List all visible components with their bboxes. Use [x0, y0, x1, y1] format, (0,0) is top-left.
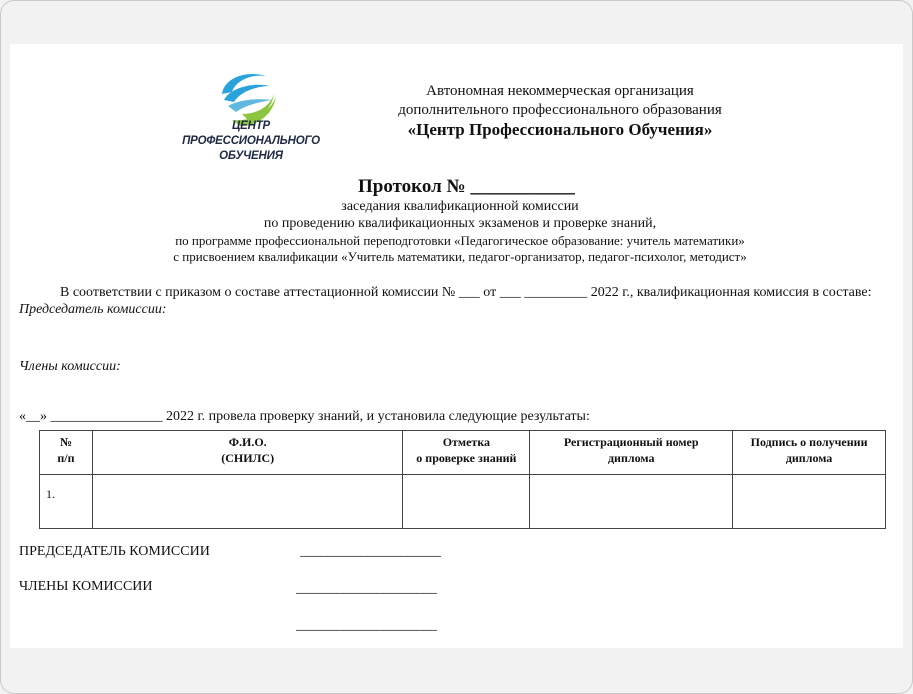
check-sentence: «__» ________________ 2022 г. провела проверку знаний, и установила следующие результаты: [19, 409, 590, 424]
members-signature-label: ЧЛЕНЫ КОМИССИИ [19, 579, 153, 594]
protocol-line2: по проведению квалификационных экзаменов и проверке знаний, [263, 216, 657, 231]
table-cell-signature [733, 475, 886, 529]
logo-text-line1: ЦЕНТР [231, 120, 271, 132]
protocol-qualification: с присвоением квалификации «Учитель математики, педагог-организатор, педагог-психолог, методист» [173, 249, 747, 264]
header-fio: Ф.И.О. (СНИЛС) [92, 431, 403, 475]
logo-text-line2: ПРОФЕССИОНАЛЬНОГО [182, 135, 320, 147]
intro-text: В соответствии с приказом о составе аттестационной комиссии № ___ от ___ _________ 2022 г., квалификационная комиссия в составе: [60, 285, 872, 300]
member-signature-line-1: _____________________ [296, 581, 437, 596]
company-logo [166, 60, 336, 170]
protocol-program: по программе профессиональной переподготовки «Педагогическое образование: учитель математики» [175, 233, 745, 248]
org-type: Автономная некоммерческая организация [426, 83, 694, 99]
document-page [10, 44, 903, 648]
header-mark: Отметка о проверке знаний [403, 431, 530, 475]
logo-text-line3: ОБУЧЕНИЯ [219, 150, 283, 162]
table-row [40, 475, 886, 529]
protocol-line1: заседания квалификационной комиссии [341, 199, 579, 214]
chairman-signature-label: ПРЕДСЕДАТЕЛЬ КОМИССИИ [19, 544, 210, 559]
members-label: Члены комиссии: [19, 359, 121, 374]
table-cell-mark [403, 475, 530, 529]
chairman-label: Председатель комиссии: [19, 302, 167, 317]
member-signature-line-2: _____________________ [296, 618, 437, 633]
table-cell-number: 1. [40, 475, 93, 529]
header-signature: Подпись о получении диплома [733, 431, 886, 475]
table-cell-diploma-number [530, 475, 733, 529]
table-header-row [40, 431, 886, 475]
org-education: дополнительного профессионального образования [398, 102, 722, 118]
header-number: № п/п [40, 431, 93, 475]
chairman-signature-line: _____________________ [300, 544, 441, 559]
protocol-title: Протокол № ___________ [358, 176, 575, 197]
header-diploma-number: Регистрационный номер диплома [530, 431, 733, 475]
table-cell-fio [92, 475, 403, 529]
results-table [39, 430, 886, 529]
org-name: «Центр Профессионального Обучения» [407, 120, 713, 139]
